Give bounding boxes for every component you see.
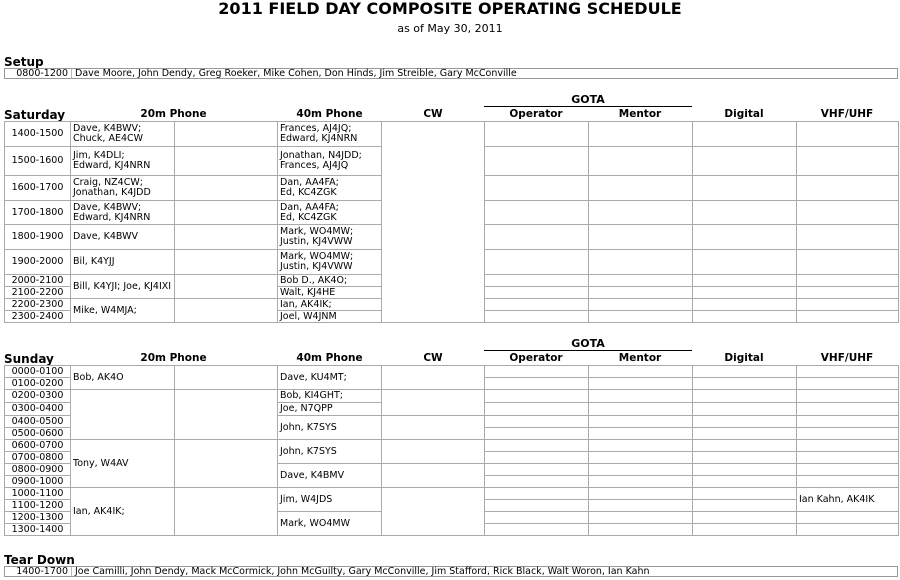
time-cell: 1100-1200 (5, 500, 71, 512)
empty-cell (175, 250, 278, 275)
empty-cell (485, 500, 589, 512)
phone20-cell: Tony, W4AV (71, 440, 175, 488)
empty-cell (693, 428, 797, 440)
empty-cell (485, 403, 589, 416)
empty-cell (485, 390, 589, 403)
empty-cell (589, 147, 693, 176)
teardown-time: 1400-1700 (5, 567, 72, 576)
empty-cell (693, 275, 797, 287)
saturday-40m-header: 40m Phone (296, 108, 363, 120)
empty-cell (485, 476, 589, 488)
empty-cell (693, 524, 797, 536)
empty-cell (797, 452, 899, 464)
empty-cell (589, 524, 693, 536)
empty-cell (485, 464, 589, 476)
time-cell: 0100-0200 (5, 378, 71, 390)
time-cell: 1800-1900 (5, 225, 71, 250)
time-cell: 1700-1800 (5, 201, 71, 225)
empty-cell (485, 287, 589, 299)
empty-cell (693, 452, 797, 464)
phone20-cell: Dave, K4BWV (71, 225, 175, 250)
setup-names: Dave Moore, John Dendy, Greg Roeker, Mike Cohen, Don Hinds, Jim Streible, Gary McConville (75, 68, 517, 79)
empty-cell (589, 287, 693, 299)
phone40-cell: Bob D., AK4O; (278, 275, 382, 287)
sunday-40m-header: 40m Phone (296, 352, 363, 364)
empty-cell (797, 147, 899, 176)
empty-cell (693, 476, 797, 488)
empty-cell (797, 524, 899, 536)
empty-cell (797, 122, 899, 147)
time-cell: 2300-2400 (5, 311, 71, 323)
empty-cell (589, 366, 693, 378)
phone20-cell: Mike, W4MJA; (71, 299, 175, 323)
empty-cell (693, 440, 797, 452)
empty-cell (693, 378, 797, 390)
empty-cell (589, 440, 693, 452)
phone40-cell: Ian, AK4IK; (278, 299, 382, 311)
cw-cell (382, 122, 485, 323)
empty-cell (485, 524, 589, 536)
empty-cell (693, 416, 797, 428)
empty-cell (589, 464, 693, 476)
empty-cell (797, 512, 899, 524)
phone20-cell: Bob, AK4O (71, 366, 175, 390)
empty-cell (589, 452, 693, 464)
phone20-cell: Craig, NZ4CW; Jonathan, K4JDD (71, 176, 175, 201)
empty-cell (589, 500, 693, 512)
phone40-cell: Mark, WO4MW; Justin, KJ4VWW (278, 225, 382, 250)
empty-cell (589, 428, 693, 440)
sunday-operator-header: Operator (509, 352, 563, 364)
empty-cell (797, 378, 899, 390)
cw-cell (382, 390, 485, 416)
saturday-table (4, 121, 899, 323)
phone20-cell: Ian, AK4IK; (71, 488, 175, 536)
saturday-gota-header: GOTA (484, 94, 692, 107)
empty-cell (693, 147, 797, 176)
empty-cell (485, 122, 589, 147)
sunday-vhf-header: VHF/UHF (820, 352, 874, 364)
empty-cell (589, 378, 693, 390)
teardown-row (4, 566, 898, 577)
vhf-cell: Ian Kahn, AK4IK (797, 488, 899, 512)
empty-cell (589, 250, 693, 275)
empty-cell (797, 390, 899, 403)
empty-cell (693, 201, 797, 225)
empty-cell (485, 299, 589, 311)
saturday-20m-header: 20m Phone (140, 108, 207, 120)
phone20-cell: Jim, K4DLI; Edward, KJ4NRN (71, 147, 175, 176)
phone40-cell: Dave, KU4MT; (278, 366, 382, 390)
empty-cell (485, 176, 589, 201)
empty-cell (797, 416, 899, 428)
empty-cell (693, 366, 797, 378)
empty-cell (797, 311, 899, 323)
phone40-cell: Jonathan, N4JDD; Frances, AJ4JQ (278, 147, 382, 176)
phone20-cell: Dave, K4BWV; Edward, KJ4NRN (71, 201, 175, 225)
time-cell: 0600-0700 (5, 440, 71, 452)
phone40-cell: Frances, AJ4JQ; Edward, KJ4NRN (278, 122, 382, 147)
time-cell: 2100-2200 (5, 287, 71, 299)
empty-cell (589, 122, 693, 147)
empty-cell (797, 428, 899, 440)
time-cell: 0200-0300 (5, 390, 71, 403)
saturday-digital-header: Digital (724, 108, 764, 120)
time-cell: 1200-1300 (5, 512, 71, 524)
empty-cell (175, 366, 278, 390)
time-cell: 2000-2100 (5, 275, 71, 287)
cw-cell (382, 416, 485, 440)
empty-cell (485, 201, 589, 225)
empty-cell (175, 440, 278, 488)
cw-cell (382, 440, 485, 464)
cw-cell (382, 464, 485, 488)
phone40-cell: Joe, N7QPP (278, 403, 382, 416)
empty-cell (693, 250, 797, 275)
empty-cell (175, 390, 278, 440)
cw-cell (382, 488, 485, 536)
empty-cell (589, 512, 693, 524)
saturday-operator-header: Operator (509, 108, 563, 120)
empty-cell (485, 147, 589, 176)
empty-cell (589, 390, 693, 403)
sunday-mentor-header: Mentor (618, 352, 662, 364)
sunday-gota-header: GOTA (484, 338, 692, 351)
setup-row (4, 68, 898, 79)
time-cell: 0300-0400 (5, 403, 71, 416)
empty-cell (589, 299, 693, 311)
empty-cell (797, 250, 899, 275)
empty-cell (485, 488, 589, 500)
page-subtitle: as of May 30, 2011 (397, 22, 503, 35)
empty-cell (589, 488, 693, 500)
saturday-label: Saturday (4, 108, 66, 122)
empty-cell (797, 366, 899, 378)
empty-cell (693, 488, 797, 500)
phone40-cell: John, K7SYS (278, 440, 382, 464)
empty-cell (797, 299, 899, 311)
empty-cell (175, 147, 278, 176)
empty-cell (797, 275, 899, 287)
empty-cell (693, 403, 797, 416)
table-row (5, 122, 899, 147)
empty-cell (589, 476, 693, 488)
sunday-20m-header: 20m Phone (140, 352, 207, 364)
table-row (5, 366, 899, 378)
empty-cell (797, 287, 899, 299)
empty-cell (485, 416, 589, 428)
phone40-cell: Dan, AA4FA; Ed, KC4ZGK (278, 201, 382, 225)
empty-cell (485, 378, 589, 390)
sunday-digital-header: Digital (724, 352, 764, 364)
empty-cell (797, 440, 899, 452)
phone20-cell: Dave, K4BWV; Chuck, AE4CW (71, 122, 175, 147)
saturday-mentor-header: Mentor (618, 108, 662, 120)
time-cell: 1900-2000 (5, 250, 71, 275)
phone40-cell: Dan, AA4FA; Ed, KC4ZGK (278, 176, 382, 201)
empty-cell (693, 287, 797, 299)
empty-cell (485, 512, 589, 524)
phone40-cell: Jim, W4JDS (278, 488, 382, 512)
empty-cell (485, 311, 589, 323)
empty-cell (693, 390, 797, 403)
phone40-cell: Bob, KI4GHT; (278, 390, 382, 403)
phone20-cell: Bil, K4YJJ (71, 250, 175, 275)
empty-cell (485, 452, 589, 464)
empty-cell (589, 403, 693, 416)
empty-cell (175, 176, 278, 201)
empty-cell (175, 488, 278, 536)
empty-cell (693, 299, 797, 311)
empty-cell (485, 366, 589, 378)
teardown-label: Tear Down (4, 553, 75, 567)
empty-cell (797, 476, 899, 488)
time-cell: 0500-0600 (5, 428, 71, 440)
empty-cell (693, 500, 797, 512)
empty-cell (175, 122, 278, 147)
empty-cell (485, 440, 589, 452)
empty-cell (175, 299, 278, 323)
time-cell: 1300-1400 (5, 524, 71, 536)
empty-cell (797, 176, 899, 201)
time-cell: 1400-1500 (5, 122, 71, 147)
empty-cell (175, 225, 278, 250)
empty-cell (589, 311, 693, 323)
phone40-cell: Joel, W4JNM (278, 311, 382, 323)
empty-cell (693, 176, 797, 201)
time-cell: 0000-0100 (5, 366, 71, 378)
phone40-cell: Dave, K4BMV (278, 464, 382, 488)
empty-cell (485, 250, 589, 275)
saturday-cw-header: CW (423, 108, 443, 120)
phone40-cell: Mark, WO4MW; Justin, KJ4VWW (278, 250, 382, 275)
cw-cell (382, 366, 485, 390)
saturday-vhf-header: VHF/UHF (820, 108, 874, 120)
setup-label: Setup (4, 55, 44, 69)
time-cell: 1000-1100 (5, 488, 71, 500)
empty-cell (71, 390, 175, 440)
empty-cell (797, 225, 899, 250)
table-row (5, 488, 899, 500)
empty-cell (693, 122, 797, 147)
empty-cell (797, 403, 899, 416)
empty-cell (589, 225, 693, 250)
sunday-table (4, 365, 899, 536)
empty-cell (589, 176, 693, 201)
empty-cell (485, 275, 589, 287)
table-row (5, 390, 899, 403)
time-cell: 2200-2300 (5, 299, 71, 311)
phone20-cell: Bill, K4YJI; Joe, KJ4IXI (71, 275, 175, 299)
time-cell: 1600-1700 (5, 176, 71, 201)
empty-cell (693, 464, 797, 476)
phone40-cell: Mark, WO4MW (278, 512, 382, 536)
empty-cell (693, 225, 797, 250)
empty-cell (589, 275, 693, 287)
time-cell: 1500-1600 (5, 147, 71, 176)
sunday-label: Sunday (4, 352, 54, 366)
empty-cell (485, 225, 589, 250)
time-cell: 0400-0500 (5, 416, 71, 428)
table-row (5, 440, 899, 452)
page-title: 2011 FIELD DAY COMPOSITE OPERATING SCHEDULE (218, 0, 682, 18)
phone40-cell: Walt, KJ4HE (278, 287, 382, 299)
empty-cell (693, 311, 797, 323)
time-cell: 0900-1000 (5, 476, 71, 488)
empty-cell (589, 416, 693, 428)
phone40-cell: John, K7SYS (278, 416, 382, 440)
empty-cell (693, 512, 797, 524)
time-cell: 0800-0900 (5, 464, 71, 476)
sunday-cw-header: CW (423, 352, 443, 364)
empty-cell (589, 201, 693, 225)
empty-cell (175, 201, 278, 225)
time-cell: 0700-0800 (5, 452, 71, 464)
empty-cell (175, 275, 278, 299)
empty-cell (797, 201, 899, 225)
teardown-names: Joe Camilli, John Dendy, Mack McCormick, John McGuilty, Gary McConville, Jim Stafford, Rick Black, Walt Woron, Ian Kahn (75, 566, 650, 577)
empty-cell (485, 428, 589, 440)
empty-cell (797, 464, 899, 476)
setup-time: 0800-1200 (5, 69, 72, 78)
